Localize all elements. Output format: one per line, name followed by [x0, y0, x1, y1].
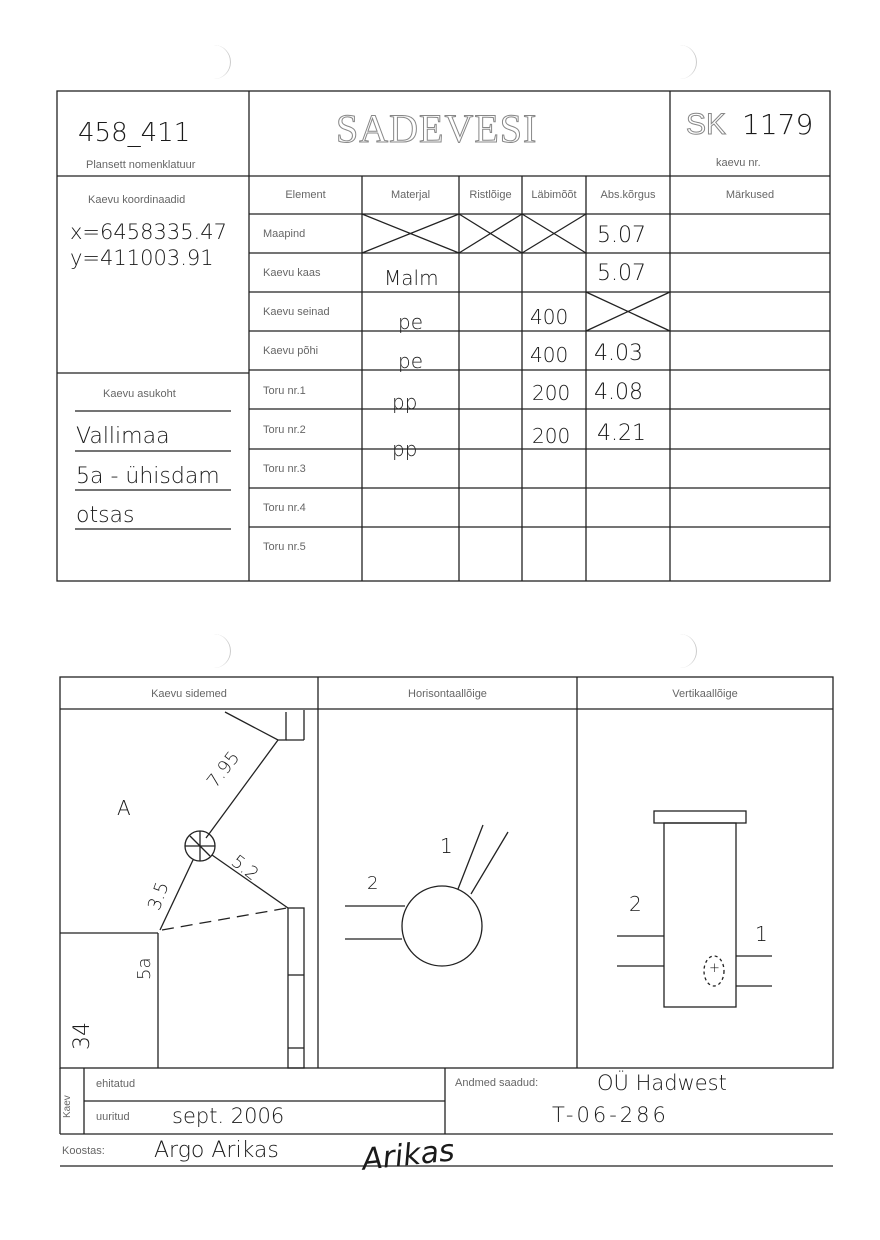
coord-x: x=6458335.47 — [70, 220, 227, 244]
diameter-bottom: 400 — [530, 343, 569, 367]
coord-y: y=411003.91 — [70, 246, 214, 270]
diameter-pipe-2: 200 — [532, 424, 571, 448]
nomenclature-value: 458_411 — [78, 118, 191, 148]
material-walls: pe — [398, 310, 423, 334]
col-header-remarks: Märkused — [725, 189, 775, 201]
material-lid: Malm — [384, 266, 439, 290]
author-label: Koostas: — [62, 1145, 105, 1157]
nomenclature-label: Plansett nomenklatuur — [86, 159, 196, 171]
signature: Arikas — [360, 1133, 457, 1178]
diameter-pipe-1: 200 — [532, 381, 571, 405]
col-header-diameter: Läbimõõt — [531, 189, 577, 201]
form-title: SADEVESI — [336, 106, 538, 151]
row-label-lid: Kaevu kaas — [263, 267, 321, 279]
elevation-lid: 5.07 — [597, 261, 646, 286]
row-label-pipe-1: Toru nr.1 — [263, 385, 306, 397]
elevation-ground: 5.07 — [597, 223, 646, 248]
sk-number: 1179 — [742, 108, 814, 141]
sk-prefix: SK — [686, 108, 727, 141]
row-label-pipe-5: Toru nr.5 — [263, 541, 306, 553]
row-label-pipe-3: Toru nr.3 — [263, 463, 306, 475]
material-pipe-2: pp — [392, 437, 418, 461]
material-bottom: pe — [398, 349, 423, 373]
vertical-pipe-2-label: 2 — [629, 892, 642, 916]
elevation-bottom: 4.03 — [594, 341, 643, 366]
sketch-header-horizontal: Horisontaallõige — [408, 688, 487, 700]
row-label-pipe-4: Toru nr.4 — [263, 502, 306, 514]
elevation-pipe-2: 4.21 — [597, 421, 646, 446]
sk-label: kaevu nr. — [716, 157, 761, 169]
row-label-bottom: Kaevu põhi — [263, 345, 319, 357]
sketch-header-vertical: Vertikaallõige — [672, 688, 738, 700]
address-5a: 5a — [134, 957, 155, 980]
horizontal-pipe-2-label: 2 — [367, 873, 379, 894]
address-34: 34 — [70, 1022, 95, 1050]
updated-value: sept. 2006 — [172, 1104, 285, 1128]
vertical-pipe-1-label: 1 — [755, 922, 768, 946]
built-label: ehitatud — [96, 1078, 136, 1090]
tie-distance-1: 7.95 — [203, 747, 245, 792]
vertical-plus-mark: + — [709, 961, 720, 976]
tie-label-a: A — [117, 796, 131, 820]
row-label-walls: Kaevu seinad — [263, 306, 330, 318]
location-line-1: Vallimaa — [76, 424, 170, 449]
updated-label: uuritud — [96, 1111, 130, 1123]
col-header-elevation: Abs.kõrgus — [600, 189, 656, 201]
location-label: Kaevu asukoht — [103, 388, 176, 400]
elevation-pipe-1: 4.08 — [594, 380, 643, 405]
material-pipe-1: pp — [392, 390, 418, 414]
location-line-2: 5a - ühisdam — [76, 464, 220, 489]
data-source-label: Andmed saadud: — [455, 1077, 539, 1089]
location-line-3: otsas — [76, 503, 135, 528]
col-header-element: Element — [285, 189, 326, 201]
row-label-ground: Maapind — [263, 228, 306, 240]
sketch-header-ties: Kaevu sidemed — [151, 688, 227, 700]
col-header-material: Materjal — [390, 189, 431, 201]
coords-label: Kaevu koordinaadid — [88, 194, 186, 206]
tie-distance-3: 3.5 — [144, 879, 174, 914]
tie-distance-2: 5.2 — [227, 851, 263, 886]
footer-side-label: Kaev — [62, 1095, 73, 1118]
row-label-pipe-2: Toru nr.2 — [263, 424, 306, 436]
data-source-value: OÜ Hadwest — [597, 1071, 727, 1095]
col-header-cross-section: Ristlõige — [469, 189, 512, 201]
document-number: T-06-286 — [552, 1103, 669, 1127]
author-value: Argo Arikas — [154, 1138, 279, 1163]
diameter-walls: 400 — [530, 305, 569, 329]
horizontal-pipe-1-label: 1 — [440, 834, 453, 858]
